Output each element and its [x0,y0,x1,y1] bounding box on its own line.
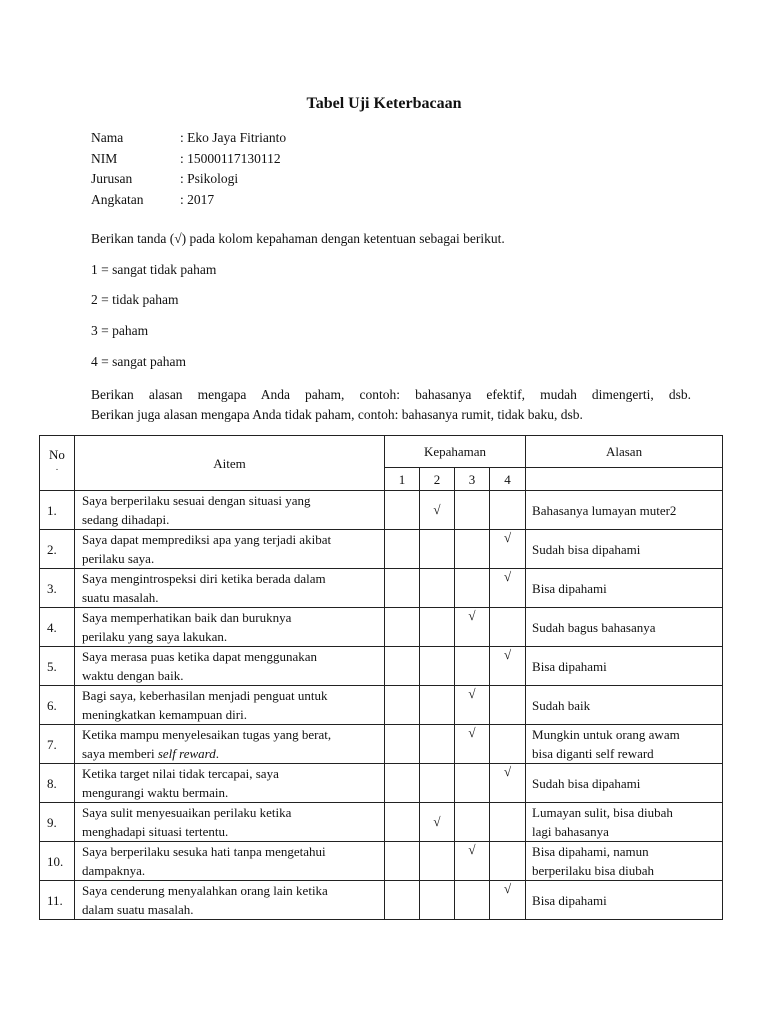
readability-table [39,435,723,920]
item-line: Ketika target nilai tidak tercapai, saya [82,766,279,781]
rating-cell-4 [490,530,526,569]
item-line: Bagi saya, keberhasilan menjadi penguat untuk [82,688,328,703]
rating-cell-2 [420,569,455,608]
rating-cell-1 [385,491,420,530]
rating-cell-2 [420,608,455,647]
item-statement [75,764,385,803]
rating-cell-4 [490,842,526,881]
reason-cell [526,686,723,725]
item-line: Saya dapat memprediksi apa yang terjadi akibat [82,532,332,547]
row-number: 7. [40,725,75,764]
reason-cell [526,725,723,764]
rating-cell-2 [420,764,455,803]
rating-cell-4 [490,881,526,920]
row-number: 9. [40,803,75,842]
item-line: perilaku saya. [82,551,155,566]
rating-cell-2 [420,647,455,686]
rating-cell-3 [455,647,490,686]
table-row [40,491,723,530]
table-row [40,842,723,881]
info-label: NIM [91,150,118,166]
table-row [40,647,723,686]
rating-cell-4 [490,491,526,530]
item-line: Saya sulit menyesuaikan perilaku ketika [82,805,292,820]
reason-cell [526,608,723,647]
rating-cell-2 [420,881,455,920]
reason-cell [526,881,723,920]
reason-line: Sudah bisa dipahami [532,775,641,791]
table-row [40,608,723,647]
rating-cell-1 [385,764,420,803]
rating-cell-1 [385,569,420,608]
rating-cell-4 [490,803,526,842]
row-number: 11. [40,881,75,920]
item-line: Saya mengintrospeksi diri ketika berada dalam [82,571,326,586]
check-mark-icon: √ [503,530,512,545]
info-row-angkatan [91,190,286,211]
header-alasan-blank [526,468,723,491]
rating-cell-3 [455,764,490,803]
rating-cell-3 [455,842,490,881]
info-label: Nama [91,130,124,145]
rating-cell-1 [385,530,420,569]
reason-line: Bisa dipahami [532,580,607,596]
item-line: dampaknya. [82,863,146,878]
item-statement [75,842,385,881]
item-statement [75,803,385,842]
check-mark-icon: √ [503,881,512,896]
header-alasan: Alasan [526,436,723,468]
item-line: mengurangi waktu bermain. [82,785,229,800]
reason-cell [526,491,723,530]
item-line: perilaku yang saya lakukan. [82,629,228,644]
rating-cell-4 [490,608,526,647]
instruction-intro: Berikan tanda (√) pada kolom kepahaman dengan ketentuan sebagai berikut. [91,231,505,246]
table-row [40,686,723,725]
reason-cell [526,842,723,881]
rating-cell-2 [420,491,455,530]
item-statement [75,569,385,608]
rating-cell-3 [455,725,490,764]
reason-line: Bisa dipahami [532,658,607,674]
rating-cell-3 [455,881,490,920]
check-mark-icon: √ [503,569,512,584]
table-row [40,881,723,920]
rating-cell-2 [420,686,455,725]
header-level-3: 3 [455,468,490,491]
row-number: 10. [40,842,75,881]
rating-cell-1 [385,842,420,881]
check-mark-icon: √ [468,842,476,857]
reason-line: lagi bahasanya [532,824,609,839]
reason-cell [526,530,723,569]
rating-cell-4 [490,725,526,764]
reason-line: bisa diganti self reward [532,746,654,761]
rating-cell-3 [455,803,490,842]
rating-cell-4 [490,647,526,686]
item-line: suatu masalah. [82,590,159,605]
item-line: waktu dengan baik. [82,668,184,683]
row-number: 6. [40,686,75,725]
rating-cell-3 [455,608,490,647]
item-statement [75,686,385,725]
header-kepahaman: Kepahaman [385,436,526,468]
check-mark-icon: √ [468,686,476,701]
item-line: meningkatkan kemampuan diri. [82,707,247,722]
reason-cell [526,764,723,803]
reason-cell [526,569,723,608]
check-mark-icon: √ [468,608,476,623]
rating-cell-3 [455,530,490,569]
rating-cell-2 [420,530,455,569]
item-statement [75,647,385,686]
info-label: Jurusan [91,171,133,186]
item-line: Saya cenderung menyalahkan orang lain ketika [82,883,328,898]
header-no-dot: . [55,462,59,472]
table-row [40,764,723,803]
rating-cell-2 [420,803,455,842]
reason-line: Mungkin untuk orang awam [532,727,680,742]
item-line: Saya merasa puas ketika dapat menggunakan [82,649,317,664]
rating-cell-4 [490,569,526,608]
rating-cell-1 [385,803,420,842]
page-title: Tabel Uji Keterbacaan [306,95,462,112]
table-row [40,803,723,842]
rating-cell-4 [490,764,526,803]
info-value: : Eko Jaya Fitrianto [180,130,287,145]
header-level-2: 2 [420,468,455,491]
info-value: : 2017 [180,191,215,207]
rating-cell-1 [385,608,420,647]
row-number: 8. [40,764,75,803]
rating-cell-2 [420,725,455,764]
rating-cell-3 [455,569,490,608]
item-statement [75,725,385,764]
item-line: Saya memperhatikan baik dan buruknya [82,610,292,625]
reason-line: Sudah bisa dipahami [532,541,641,557]
scale-item-3: 3 = paham [91,323,149,338]
reason-line: Sudah baik [532,697,591,713]
row-number: 3. [40,569,75,608]
header-no [40,436,75,491]
rating-cell-2 [420,842,455,881]
row-number: 1. [40,491,75,530]
check-mark-icon: √ [468,725,476,740]
rating-cell-1 [385,647,420,686]
header-item: Aitem [75,436,385,491]
info-label: Angkatan [91,191,144,207]
reason-line: Bahasanya lumayan muter2 [532,502,677,518]
item-line: saya memberi self reward. [82,746,219,761]
rating-cell-3 [455,686,490,725]
reason-line: Bisa dipahami, namun [532,844,649,859]
scale-item-2: 2 = tidak paham [91,292,179,307]
reason-line: Lumayan sulit, bisa diubah [532,805,673,820]
reason-line: Bisa dipahami [532,892,607,908]
item-line: Saya berperilaku sesuka hati tanpa mengetahui [82,844,326,859]
header-no-label: No [49,447,65,462]
info-row-nama [91,128,286,149]
check-mark-icon: √ [433,502,441,517]
scale-item-4: 4 = sangat paham [91,354,186,369]
info-value: : Psikologi [180,171,239,186]
rating-cell-1 [385,686,420,725]
identity-block [91,128,286,210]
reason-cell [526,647,723,686]
table-row [40,530,723,569]
table-row [40,725,723,764]
reason-instruction-2: Berikan juga alasan mengapa Anda tidak paham, contoh: bahasanya rumit, tidak baku, dsb. [91,407,583,422]
item-line: menghadapi situasi tertentu. [82,824,229,839]
check-mark-icon: √ [503,764,512,779]
item-statement [75,530,385,569]
rating-cell-1 [385,725,420,764]
reason-instruction-1: Berikan alasan mengapa Anda paham, contoh: bahasanya efektif, mudah dimengerti, dsb. [91,387,691,402]
header-level-1: 1 [385,468,420,491]
reason-line: berperilaku bisa diubah [532,863,655,878]
item-line: dalam suatu masalah. [82,902,194,917]
info-row-jurusan [91,169,286,190]
item-statement [75,608,385,647]
row-number: 4. [40,608,75,647]
row-number: 2. [40,530,75,569]
rating-cell-1 [385,881,420,920]
check-mark-icon: √ [433,814,441,829]
header-level-4: 4 [490,468,526,491]
reason-line: Sudah bagus bahasanya [532,619,656,635]
rating-cell-4 [490,686,526,725]
scale-item-1: 1 = sangat tidak paham [91,262,217,277]
item-statement [75,491,385,530]
table-header-row [40,436,723,468]
item-line: sedang dihadapi. [82,512,170,527]
check-mark-icon: √ [503,647,512,662]
item-line: Ketika mampu menyelesaikan tugas yang berat, [82,727,332,742]
table-row [40,569,723,608]
rating-cell-3 [455,491,490,530]
info-value: : 15000117130112 [180,150,281,166]
reason-cell [526,803,723,842]
row-number: 5. [40,647,75,686]
item-statement [75,881,385,920]
info-row-nim [91,149,286,170]
item-line: Saya berperilaku sesuai dengan situasi yang [82,493,311,508]
